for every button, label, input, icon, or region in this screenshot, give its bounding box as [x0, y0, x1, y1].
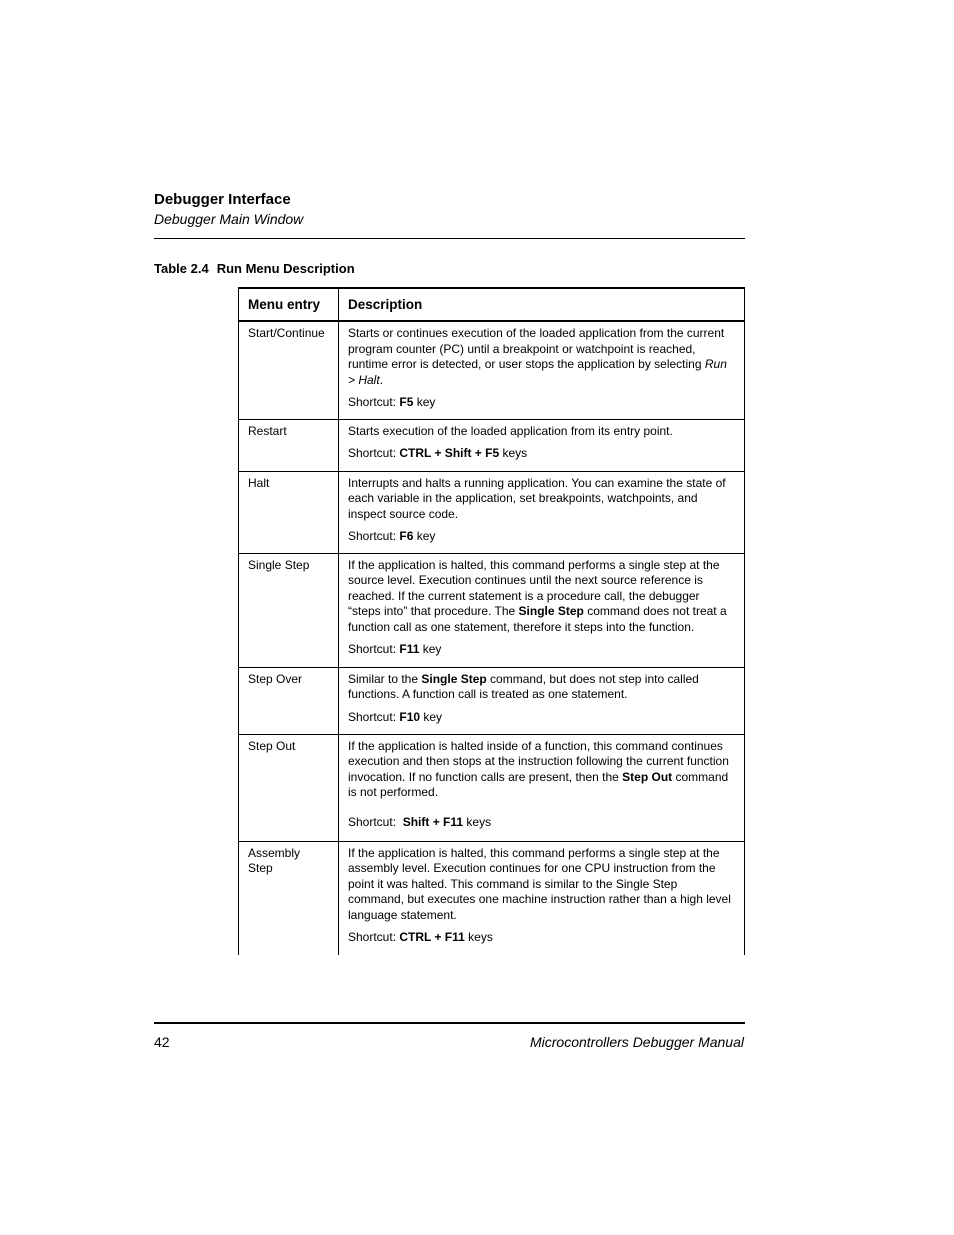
table-row [239, 321, 745, 419]
description-cell [339, 667, 745, 734]
description-text: If the application is halted, this command performs a single step at the assembly level. Execution continues for one CPU instruction from the point it was halted. This command is similar to the Single Step command, but executes one machine instruction rather than a high level language statement. [348, 845, 731, 922]
description-command-name: Single Step [421, 671, 487, 686]
shortcut-label: Shortcut: [348, 529, 400, 544]
description-cell [339, 419, 745, 471]
table-header-row [239, 288, 745, 321]
table-caption-number: Table 2.4 [154, 261, 209, 276]
description-text [348, 739, 735, 801]
description-part: command, but does not step into called functions. A function call is treated as one statement. [348, 671, 699, 702]
description-part: Starts or continues execution of the loaded application from the current program counter (PC) until a breakpoint or watchpoint is reached, runtime error is detected, or user stops the application by selecting [348, 326, 725, 372]
shortcut-text [348, 446, 735, 462]
footer-divider [154, 1022, 745, 1024]
shortcut-key: CTRL + F11 [399, 930, 465, 945]
description-cell [339, 841, 745, 955]
menu-entry-cell [239, 419, 339, 471]
shortcut-key: Shift + F11 [402, 814, 464, 829]
shortcut-text [348, 395, 735, 411]
description-command-name: Single Step [518, 604, 584, 619]
description-text: Starts execution of the loaded application from its entry point. [348, 423, 673, 438]
table-row [239, 667, 745, 734]
shortcut-suffix: key [420, 709, 443, 724]
shortcut-text [348, 815, 735, 831]
page-number: 42 [154, 1034, 170, 1050]
description-text [348, 672, 735, 703]
menu-entry-start-continue: Start/Continue [248, 326, 325, 340]
table-row [239, 471, 745, 553]
description-part: command does not treat a function call as one statement, therefore it steps into the function. [348, 604, 727, 634]
table-caption-title: Run Menu Description [216, 261, 355, 276]
menu-entry-halt: Halt [248, 475, 270, 490]
table-caption [154, 261, 355, 276]
menu-entry-cell [239, 553, 339, 667]
shortcut-suffix: keys [463, 814, 492, 829]
table-row [239, 553, 745, 667]
shortcut-key: CTRL + Shift + F5 [399, 446, 500, 461]
shortcut-key: F10 [399, 709, 421, 724]
shortcut-text [348, 642, 735, 658]
description-part: Similar to the [348, 671, 422, 686]
shortcut-label: Shortcut: [348, 642, 400, 657]
description-cell [339, 321, 745, 419]
section-title: Debugger Interface [154, 191, 291, 208]
shortcut-key: F6 [399, 529, 414, 544]
description-menu-path: Run > Halt [348, 357, 727, 387]
shortcut-label: Shortcut: [348, 446, 400, 461]
description-part: command is not performed. [348, 769, 729, 800]
menu-entry-assembly-step-line1: Assembly [248, 845, 301, 860]
table-row [239, 419, 745, 471]
column-header-menu-entry: Menu entry [239, 288, 339, 321]
menu-entry-cell [239, 667, 339, 734]
shortcut-suffix: keys [464, 930, 493, 945]
menu-entry-cell [239, 321, 339, 419]
shortcut-suffix: key [419, 642, 442, 657]
shortcut-key: F5 [399, 395, 414, 410]
menu-entry-step-out: Step Out [248, 738, 296, 753]
shortcut-suffix: keys [499, 446, 528, 461]
menu-entry-restart: Restart [248, 423, 287, 438]
menu-entry-step-over: Step Over [248, 671, 303, 686]
run-menu-table [238, 287, 745, 955]
shortcut-label: Shortcut: [348, 814, 403, 829]
shortcut-key: F11 [399, 642, 420, 657]
menu-entry-cell [239, 734, 339, 841]
shortcut-label: Shortcut: [348, 709, 400, 724]
shortcut-label: Shortcut: [348, 930, 400, 945]
shortcut-label: Shortcut: [348, 395, 400, 410]
description-part: If the application is halted, this command performs a single step at the source level. Execution continues until the next source reference is reached. If the current statement is a procedure call, the debugger “steps into” that procedure. The [348, 557, 720, 619]
menu-entry-assembly-step-line2: Step [248, 861, 273, 876]
description-part: . [379, 372, 384, 387]
description-cell [339, 734, 745, 841]
table-row [239, 841, 745, 955]
column-header-description: Description [339, 288, 745, 321]
header-divider [154, 238, 745, 239]
shortcut-text [348, 710, 735, 726]
description-text: Interrupts and halts a running application. You can examine the state of each variable in the application, set breakpoints, watchpoints, and inspect source code. [348, 475, 726, 521]
description-text [348, 558, 735, 636]
subsection-title: Debugger Main Window [154, 211, 304, 227]
menu-entry-cell [239, 471, 339, 553]
shortcut-text [348, 930, 735, 946]
shortcut-suffix: key [413, 395, 436, 410]
shortcut-text [348, 529, 735, 545]
menu-entry-single-step: Single Step [248, 557, 310, 572]
shortcut-suffix: key [413, 529, 436, 544]
description-command-name: Step Out [622, 769, 673, 784]
table-row [239, 734, 745, 841]
description-cell [339, 471, 745, 553]
description-text [348, 326, 735, 388]
description-cell [339, 553, 745, 667]
menu-entry-cell [239, 841, 339, 955]
manual-title: Microcontrollers Debugger Manual [530, 1034, 744, 1050]
description-part: If the application is halted inside of a function, this command continues execution and then stops at the instruction following the current function invocation. If no function calls are present, then the [348, 738, 729, 784]
